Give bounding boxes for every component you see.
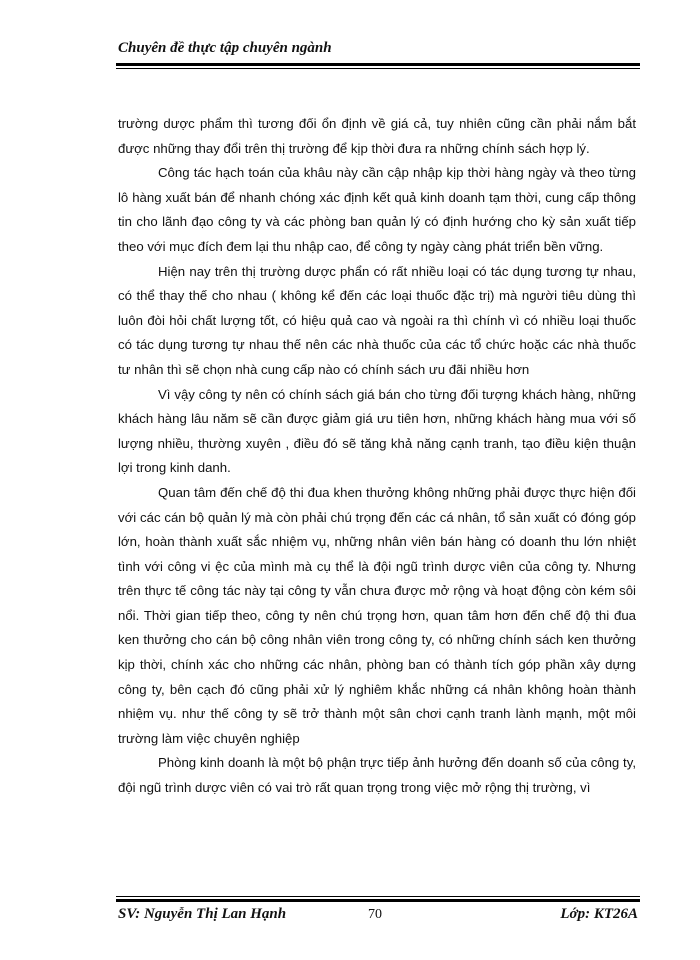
paragraph-5: Quan tâm đến chế độ thi đua khen thưởng không những phải được thực hiện đối với các cán bộ quản lý mà còn phải chú trọng đến các cá nhân, tổ sản xuất có đóng góp lớn, hoàn thành xuất sắc nhiệm vụ, những nhân viên bán hàng có doanh thu lớn nhiệt tình với công vi ệc của mình mà cụ thể là đội ngũ trình dược viên của công ty. Nhưng trên thực tế công tác này tại công ty vẫn chưa được mở rộng và hoạt động còn kém sôi nổi. Thời gian tiếp theo, công ty nên chú trọng hơn, quan tâm hơn đến chế độ thi đua ken thưởng cho cán bộ công nhân viên trong công ty, có những chính sách ken thưởng kịp thời, chính xác cho những các nhân, phòng ban có thành tích góp phần xây dựng công ty, bên cạch đó cũng phải xử lý nghiêm khắc những cá nhân không hoàn thành nhiệm vụ. như thế công ty sẽ trở thành một sân chơi cạnh tranh lành mạnh, một môi trường làm việc chuyên nghiệp — [118, 484, 636, 746]
paragraph-1: trường dược phẩm thì tương đối ổn định về giá cả, tuy nhiên cũng cần phải nắm bắt được những thay đổi trên thị trường để kịp thời đưa ra những chính sách hợp lý. — [118, 116, 636, 156]
footer-student-name: SV: Nguyễn Thị Lan Hạnh — [118, 906, 287, 922]
paragraph-4: Vì vậy công ty nên có chính sách giá bán cho từng đối tượng khách hàng, những khách hàng lâu năm sẽ cần được giảm giá ưu tiên hơn, những khách hàng mua với số lượng nhiều, thường xuyên , điều đó sẽ tăng khả năng cạnh tranh, tạo điều kiện thuận lợi trong kinh danh. — [118, 386, 636, 476]
footer-class: Lớp: KT26A — [560, 906, 638, 922]
paragraph-2: Công tác hạch toán của khâu này cần cập nhập kịp thời hàng ngày và theo từng lô hàng xuất bán để nhanh chóng xác định kết quả kinh doanh tạm thời, cung cấp thông tin cho lãnh đạo công ty và các phòng ban quản lý có định hướng cho kỳ sản xuất tiếp theo với mục đích đem lại thu nhập cao, để công ty ngày càng phát triển bền vững. — [118, 165, 636, 254]
document-body — [118, 112, 636, 801]
header-rule-thin — [116, 68, 640, 69]
header-rule-thick — [116, 63, 640, 66]
footer-rule-thick — [116, 899, 640, 902]
page-header-title: Chuyên đề thực tập chuyên ngành — [118, 40, 332, 56]
page-footer — [118, 906, 638, 928]
paragraph-3: Hiện nay trên thị trường dược phẩn có rất nhiều loại có tác dụng tương tự nhau, có thể thay thế cho nhau ( không kể đến các loại thuốc đặc trị) mà người tiêu dùng thì luôn đòi hỏi chất lượng tốt, có hiệu quả cao và ngoài ra thì chính vì có nhiều loại thuốc có tác dụng tương tự nhau thế nên các nhà thuốc của các tổ chức hoặc các nhà thuốc tư nhân thì sẽ chọn nhà cung cấp nào có chính sách ưu đãi nhiều hơn — [118, 263, 636, 377]
footer-rule-thin — [116, 896, 640, 897]
paragraph-6: Phòng kinh doanh là một bộ phận trực tiếp ảnh hưởng đến doanh số của công ty, đội ngũ trình dược viên có vai trò rất quan trọng trong việc mở rộng thị trường, vì — [118, 755, 636, 796]
footer-page-number: 70 — [368, 907, 382, 922]
